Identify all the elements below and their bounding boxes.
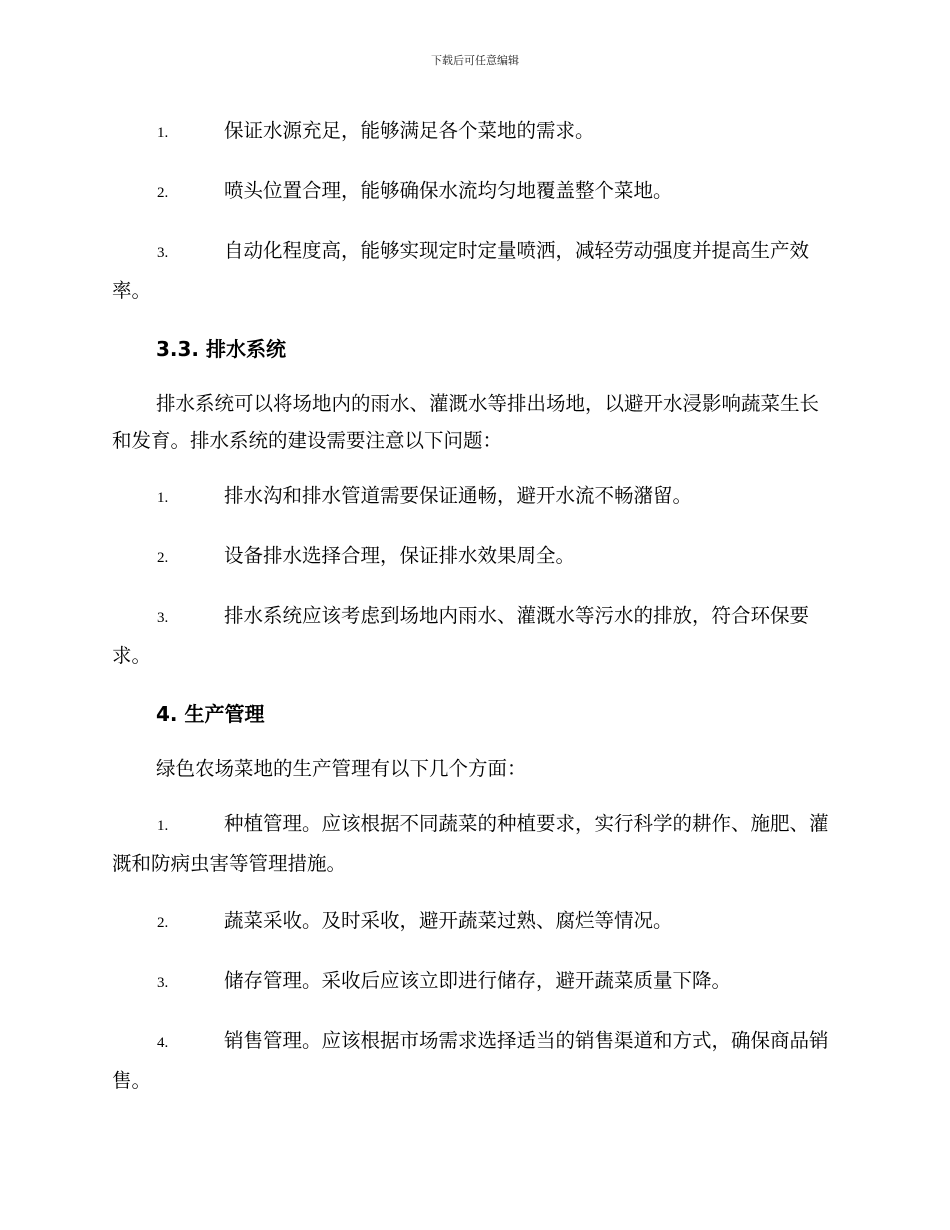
list-number: 1. [157,818,169,834]
list-item-text: 设备排水选择合理，保证排水效果周全。 [224,544,576,567]
list-item [112,805,834,882]
list-item-text: 种植管理。应该根据不同蔬菜的种植要求，实行科学的耕作、施肥、灌溉和防病虫害等管理措施。 [112,812,829,875]
list-number: 2. [157,550,169,566]
list-item-text: 排水沟和排水管道需要保证通畅，避开水流不畅潴留。 [224,484,693,507]
list-item-text: 蔬菜采收。及时采收，避开蔬菜过熟、腐烂等情况。 [224,909,673,932]
list-item-text: 销售管理。应该根据市场需求选择适当的销售渠道和方式，确保商品销售。 [112,1029,829,1092]
list-number: 4. [157,1035,169,1051]
list-number: 3. [157,245,169,261]
list-item [112,597,834,674]
list-item [112,172,834,212]
document-body [112,112,834,1119]
list-item [112,902,834,942]
list-item [112,1022,834,1099]
list-number: 1. [157,125,169,141]
section-heading: 4. 生产管理 [156,702,265,726]
list-number: 2. [157,185,169,201]
paragraph: 排水系统可以将场地内的雨水、灌溉水等排出场地，以避开水浸影响蔬菜生长和发育。排水系统的建设需要注意以下问题： [112,392,820,452]
list-item-text: 自动化程度高，能够实现定时定量喷洒，减轻劳动强度并提高生产效率。 [112,239,810,302]
page-header: 下载后可任意编辑 [431,54,519,67]
list-item [112,962,834,1002]
list-item [112,232,834,309]
list-number: 2. [157,915,169,931]
list-number: 3. [157,610,169,626]
list-item [112,112,834,152]
list-item-text: 储存管理。采收后应该立即进行储存，避开蔬菜质量下降。 [224,969,732,992]
section-heading: 3.3. 排水系统 [156,337,286,361]
list-item [112,537,834,577]
list-item-text: 保证水源充足，能够满足各个菜地的需求。 [224,119,595,142]
list-item [112,477,834,517]
list-item-text: 排水系统应该考虑到场地内雨水、灌溉水等污水的排放，符合环保要求。 [112,604,810,667]
list-number: 3. [157,975,169,991]
paragraph: 绿色农场菜地的生产管理有以下几个方面： [156,757,527,780]
list-item-text: 喷头位置合理，能够确保水流均匀地覆盖整个菜地。 [224,179,673,202]
list-number: 1. [157,490,169,506]
